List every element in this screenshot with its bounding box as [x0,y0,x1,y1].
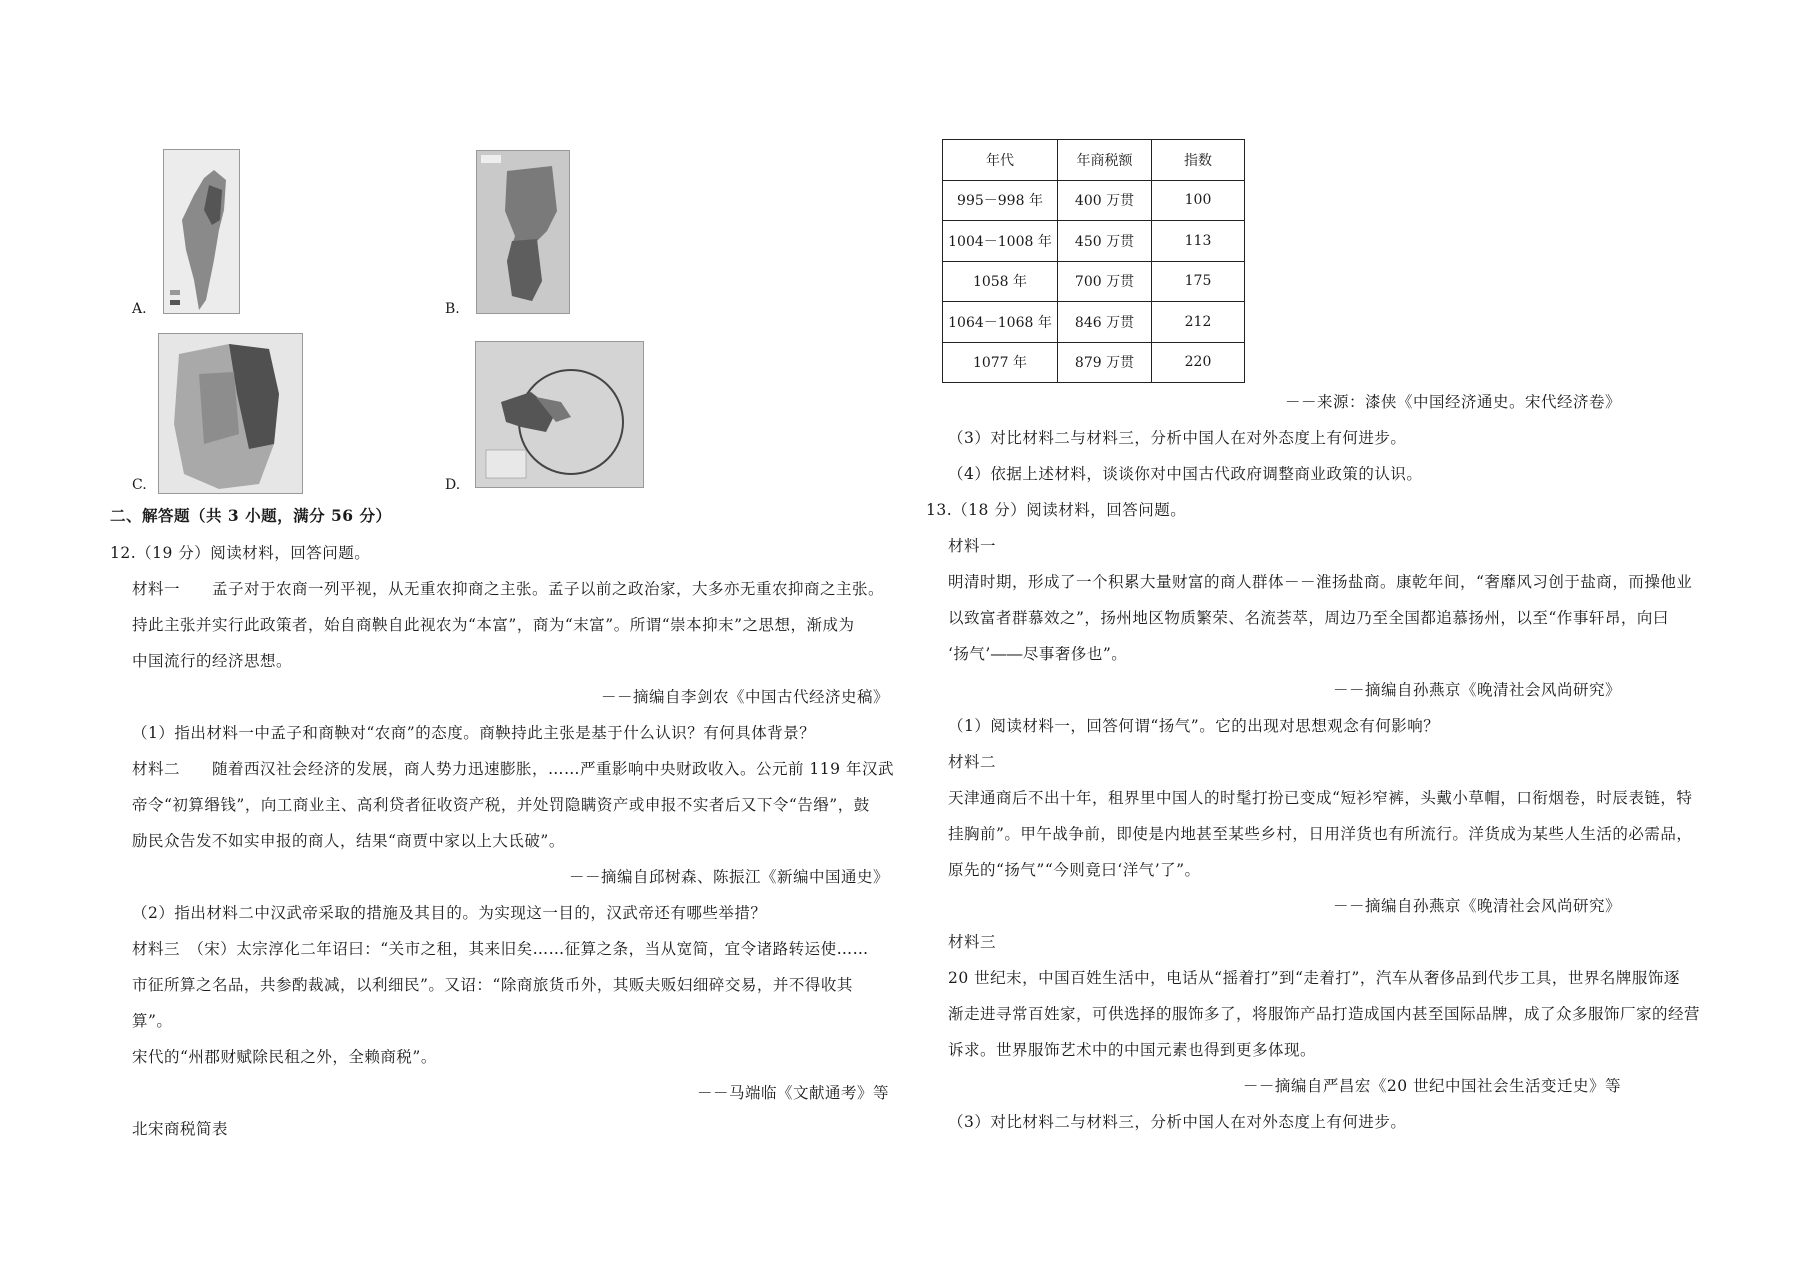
q13-material1-line3: ‘扬气’――尽事奢侈也”。 [948,645,1128,663]
q12-question1: （1）指出材料一中孟子和商鞅对“农商”的态度。商鞅持此主张是基于什么认识？有何具体背景？ [132,724,816,742]
q13-material2-line1: 天津通商后不出十年，租界里中国人的时髦打扮已变成“短衫窄裤，头戴小草帽，口衔烟卷，时辰表链，特 [948,789,1693,807]
option-a-label: A. [132,301,147,317]
q12-question4: （4）依据上述材料，谈谈你对中国古代政府调整商业政策的认识。 [948,465,1423,483]
q12-material3-source: －－马端临《文献通考》等 [696,1084,889,1102]
map-option-c[interactable] [158,333,303,494]
q12-material1-line2: 持此主张并实行此政策者，始自商鞅自此视农为“本富”，商为“末富”。所谓“崇本抑末”之思想，渐成为 [132,616,855,634]
map-a-image [164,150,239,313]
tax-table [942,139,1245,383]
q13-material2-line2: 挂胸前”。甲午战争前，即使是内地甚至某些乡村，日用洋货也有所流行。洋货成为某些人生活的必需品， [948,825,1693,843]
q13-material3-source: －－摘编自严昌宏《20 世纪中国社会生活变迁史》等 [1242,1077,1621,1095]
q13-material2-source: －－摘编自孙燕京《晚清社会风尚研究》 [1332,897,1621,915]
table-header-cell: 指数 [1152,140,1245,181]
table-cell: 1058 年 [943,261,1058,302]
map-b-image [477,151,569,313]
table-cell: 450 万贯 [1058,221,1152,262]
q12-material3-line3: 算”。 [132,1012,173,1030]
q12-material2-line1: 材料二 随着西汉社会经济的发展，商人势力迅速膨胀，……严重影响中央财政收入。公元前 119 年汉武 [132,760,894,778]
q13-material1-line1: 明清时期，形成了一个积累大量财富的商人群体－－淮扬盐商。康乾年间，“奢靡风习创于盐商，而操他业 [948,573,1693,591]
table-cell: 995－998 年 [943,180,1058,221]
table-cell: 220 [1152,342,1245,383]
map-option-d[interactable] [475,341,644,488]
table-cell: 212 [1152,302,1245,343]
map-d-image [476,342,643,487]
table-cell: 1077 年 [943,342,1058,383]
q13-material1-source: －－摘编自孙燕京《晚清社会风尚研究》 [1332,681,1621,699]
map-option-b[interactable] [476,150,570,314]
q13-material2-line3: 原先的“扬气”“今则竟曰‘洋气’了”。 [948,861,1201,879]
table-row [943,302,1245,343]
q12-material3-line1: 材料三 （宋）太宗淳化二年诏曰：“关市之租，其来旧矣……征算之条，当从宽简，宜令诸路转运使…… [132,940,869,958]
q12-material1-line3: 中国流行的经济思想。 [132,652,293,670]
q13-material2-head: 材料二 [948,753,997,771]
table-row [943,221,1245,262]
q12-material1-source: －－摘编自李剑农《中国古代经济史稿》 [600,688,889,706]
map-c-image [159,334,302,493]
table-cell: 1004－1008 年 [943,221,1058,262]
table-row [943,261,1245,302]
section-title: 二、解答题（共 3 小题，满分 56 分） [110,506,392,525]
option-b-label: B. [445,301,460,317]
option-c-label: C. [132,477,147,493]
q12-material2-line2: 帝令“初算缗钱”，向工商业主、高利贷者征收资产税，并处罚隐瞒资产或申报不实者后又下令“告缗”，鼓 [132,796,870,814]
q12-material2-line3: 励民众告发不如实申报的商人，结果“商贾中家以上大氐破”。 [132,832,565,850]
table-cell: 700 万贯 [1058,261,1152,302]
q13-material3-line3: 诉求。世界服饰艺术中的中国元素也得到更多体现。 [948,1041,1317,1059]
q13-material3-line1: 20 世纪末，中国百姓生活中，电话从“摇着打”到“走着打”，汽车从奢侈品到代步工具，世界名牌服饰逐 [948,969,1680,987]
q13-material1-head: 材料一 [948,537,997,555]
option-d-label: D. [445,477,461,493]
q12-question3: （3）对比材料二与材料三，分析中国人在对外态度上有何进步。 [948,429,1407,447]
table-cell: 1064－1068 年 [943,302,1058,343]
q12-question2: （2）指出材料二中汉武帝采取的措施及其目的。为实现这一目的，汉武帝还有哪些举措？ [132,904,767,922]
q12-material3-line4: 宋代的“州郡财赋除民租之外，全赖商税”。 [132,1048,437,1066]
table-cell: 400 万贯 [1058,180,1152,221]
table-cell: 846 万贯 [1058,302,1152,343]
table-header-cell: 年代 [943,140,1058,181]
table-header-cell: 年商税额 [1058,140,1152,181]
q13-question3: （3）对比材料二与材料三，分析中国人在对外态度上有何进步。 [948,1113,1407,1131]
table-cell: 113 [1152,221,1245,262]
q13-question1: （1）阅读材料一，回答何谓“扬气”。它的出现对思想观念有何影响？ [948,717,1440,735]
map-option-a[interactable] [163,149,240,314]
q12-title: 12.（19 分）阅读材料，回答问题。 [110,544,371,562]
table-cell: 879 万贯 [1058,342,1152,383]
q13-material1-line2: 以致富者群慕效之”，扬州地区物质繁荣、名流荟萃，周边乃至全国都追慕扬州，以至“作事轩昂，向曰 [948,609,1669,627]
tax-table-title: 北宋商税简表 [132,1120,229,1138]
table-row [943,180,1245,221]
table-row [943,342,1245,383]
q12-material3-line2: 市征所算之名品，共参酌裁减，以利细民”。又诏：“除商旅货币外，其贩夫贩妇细碎交易，并不得收其 [132,976,853,994]
q13-title: 13.（18 分）阅读材料，回答问题。 [926,501,1187,519]
table-cell: 175 [1152,261,1245,302]
q12-material1-line1: 材料一 孟子对于农商一列平视，从无重农抑商之主张。孟子以前之政治家，大多亦无重农抑商之主张。 [132,580,885,598]
q13-material3-line2: 渐走进寻常百姓家，可供选择的服饰多了，将服饰产品打造成国内甚至国际品牌，成了众多服饰厂家的经营 [948,1005,1701,1023]
table-source: －－来源：漆侠《中国经济通史。宋代经济卷》 [1284,393,1621,411]
table-cell: 100 [1152,180,1245,221]
q13-material3-head: 材料三 [948,933,997,951]
table-header-row [943,140,1245,181]
q12-material2-source: －－摘编自邱树森、陈振江《新编中国通史》 [568,868,889,886]
